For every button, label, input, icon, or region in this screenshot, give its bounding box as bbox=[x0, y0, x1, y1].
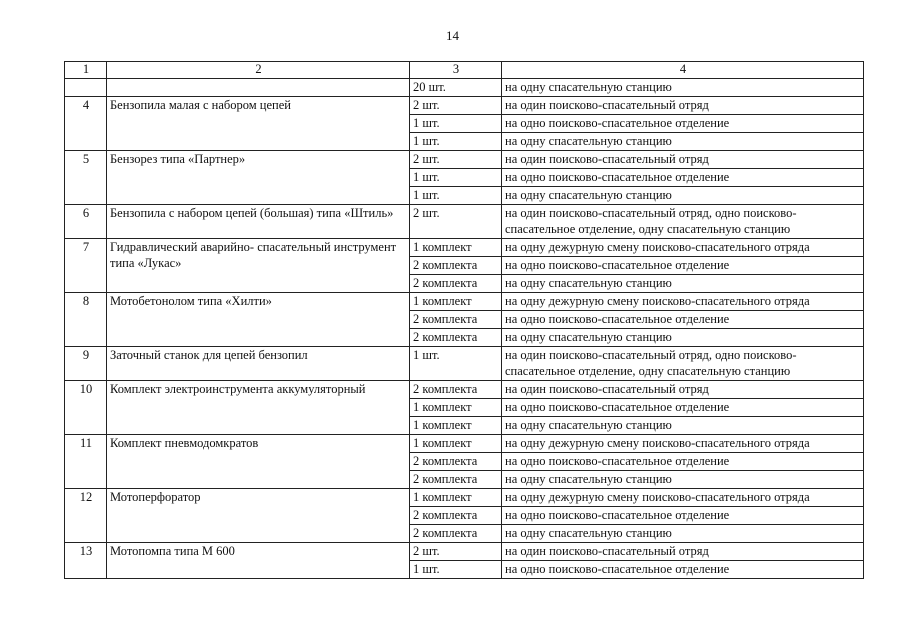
table-body bbox=[65, 79, 864, 579]
item-destination: на одну дежурную смену поисково-спасательного отряда bbox=[502, 293, 864, 311]
item-number: 13 bbox=[65, 543, 107, 579]
item-destination: на один поисково-спасательный отряд bbox=[502, 543, 864, 561]
item-name bbox=[107, 79, 410, 97]
item-destination: на одну спасательную станцию bbox=[502, 471, 864, 489]
table-row bbox=[65, 151, 864, 169]
item-name: Комплект электроинструмента аккумуляторный bbox=[107, 381, 410, 435]
item-destination: на одно поисково-спасательное отделение bbox=[502, 453, 864, 471]
table-row bbox=[65, 543, 864, 561]
item-quantity: 1 шт. bbox=[410, 169, 502, 187]
item-number: 10 bbox=[65, 381, 107, 435]
item-destination: на один поисково-спасательный отряд bbox=[502, 97, 864, 115]
item-name: Бензорез типа «Партнер» bbox=[107, 151, 410, 205]
item-quantity: 2 комплекта bbox=[410, 275, 502, 293]
item-name: Заточный станок для цепей бензопил bbox=[107, 347, 410, 381]
header-col-3: 3 bbox=[410, 62, 502, 79]
item-quantity: 2 шт. bbox=[410, 97, 502, 115]
header-col-4: 4 bbox=[502, 62, 864, 79]
item-number: 4 bbox=[65, 97, 107, 151]
item-destination: на одно поисково-спасательное отделение bbox=[502, 507, 864, 525]
table-row bbox=[65, 239, 864, 257]
header-row bbox=[65, 62, 864, 79]
item-number: 6 bbox=[65, 205, 107, 239]
table-row bbox=[65, 97, 864, 115]
item-quantity: 1 шт. bbox=[410, 115, 502, 133]
table-row bbox=[65, 347, 864, 381]
table-row bbox=[65, 205, 864, 239]
item-number: 8 bbox=[65, 293, 107, 347]
table-row bbox=[65, 489, 864, 507]
item-number: 7 bbox=[65, 239, 107, 293]
item-number: 9 bbox=[65, 347, 107, 381]
item-number: 5 bbox=[65, 151, 107, 205]
item-name: Мотобетонолом типа «Хилти» bbox=[107, 293, 410, 347]
item-destination: на одну дежурную смену поисково-спасательного отряда bbox=[502, 489, 864, 507]
item-destination: на одно поисково-спасательное отделение bbox=[502, 257, 864, 275]
item-quantity: 2 шт. bbox=[410, 205, 502, 239]
item-destination: на одну спасательную станцию bbox=[502, 275, 864, 293]
header-col-2: 2 bbox=[107, 62, 410, 79]
item-quantity: 2 комплекта bbox=[410, 381, 502, 399]
table-row bbox=[65, 381, 864, 399]
item-quantity: 2 шт. bbox=[410, 151, 502, 169]
header-col-1: 1 bbox=[65, 62, 107, 79]
item-quantity: 1 шт. bbox=[410, 347, 502, 381]
item-quantity: 1 шт. bbox=[410, 133, 502, 151]
item-name: Мотоперфоратор bbox=[107, 489, 410, 543]
item-name: Гидравлический аварийно- спасательный инструмент типа «Лукас» bbox=[107, 239, 410, 293]
item-destination: на один поисково-спасательный отряд bbox=[502, 381, 864, 399]
table-header bbox=[65, 62, 864, 79]
item-quantity: 2 комплекта bbox=[410, 471, 502, 489]
item-destination: на один поисково-спасательный отряд bbox=[502, 151, 864, 169]
item-quantity: 20 шт. bbox=[410, 79, 502, 97]
item-quantity: 1 комплект bbox=[410, 417, 502, 435]
page-number: 14 bbox=[446, 28, 459, 43]
item-quantity: 2 комплекта bbox=[410, 329, 502, 347]
item-destination: на одну спасательную станцию bbox=[502, 79, 864, 97]
item-number: 11 bbox=[65, 435, 107, 489]
table-row bbox=[65, 293, 864, 311]
item-quantity: 2 комплекта bbox=[410, 525, 502, 543]
item-destination: на одну спасательную станцию bbox=[502, 329, 864, 347]
item-quantity: 1 комплект bbox=[410, 399, 502, 417]
item-name: Бензопила с набором цепей (большая) типа «Штиль» bbox=[107, 205, 410, 239]
item-quantity: 1 комплект bbox=[410, 489, 502, 507]
item-destination: на одно поисково-спасательное отделение bbox=[502, 311, 864, 329]
item-destination: на одну спасательную станцию bbox=[502, 417, 864, 435]
item-quantity: 2 комплекта bbox=[410, 507, 502, 525]
item-destination: на одну спасательную станцию bbox=[502, 525, 864, 543]
item-quantity: 1 шт. bbox=[410, 187, 502, 205]
table-row bbox=[65, 435, 864, 453]
item-quantity: 2 шт. bbox=[410, 543, 502, 561]
item-destination: на один поисково-спасательный отряд, одно поисково-спасательное отделение, одну спасательную станцию bbox=[502, 205, 864, 239]
table-row bbox=[65, 79, 864, 97]
item-quantity: 1 комплект bbox=[410, 435, 502, 453]
equipment-table bbox=[64, 61, 864, 579]
item-destination: на одну спасательную станцию bbox=[502, 133, 864, 151]
item-name: Бензопила малая с набором цепей bbox=[107, 97, 410, 151]
item-quantity: 1 комплект bbox=[410, 293, 502, 311]
item-number: 12 bbox=[65, 489, 107, 543]
item-quantity: 2 комплекта bbox=[410, 257, 502, 275]
item-quantity: 2 комплекта bbox=[410, 311, 502, 329]
item-destination: на одну дежурную смену поисково-спасательного отряда bbox=[502, 239, 864, 257]
item-number bbox=[65, 79, 107, 97]
item-destination: на одно поисково-спасательное отделение bbox=[502, 561, 864, 579]
item-destination: на одну дежурную смену поисково-спасательного отряда bbox=[502, 435, 864, 453]
item-name: Комплект пневмодомкратов bbox=[107, 435, 410, 489]
item-name: Мотопомпа типа М 600 bbox=[107, 543, 410, 579]
item-destination: на одно поисково-спасательное отделение bbox=[502, 115, 864, 133]
item-destination: на одну спасательную станцию bbox=[502, 187, 864, 205]
item-quantity: 1 шт. bbox=[410, 561, 502, 579]
item-quantity: 2 комплекта bbox=[410, 453, 502, 471]
item-quantity: 1 комплект bbox=[410, 239, 502, 257]
item-destination: на одно поисково-спасательное отделение bbox=[502, 169, 864, 187]
item-destination: на один поисково-спасательный отряд, одно поисково-спасательное отделение, одну спасательную станцию bbox=[502, 347, 864, 381]
item-destination: на одно поисково-спасательное отделение bbox=[502, 399, 864, 417]
